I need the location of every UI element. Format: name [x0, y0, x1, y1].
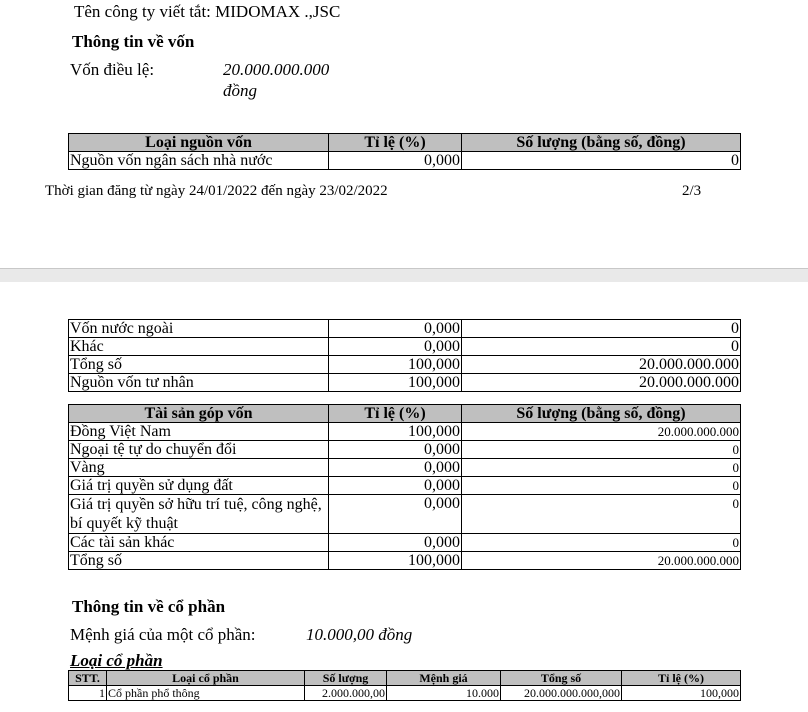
- column-header: Tài sản góp vốn: [69, 405, 329, 423]
- table-cell: Đồng Việt Nam: [69, 423, 329, 441]
- table-cell: Cổ phần phổ thông: [107, 686, 305, 701]
- table-cell: 100,000: [329, 356, 462, 374]
- table-cell: 0: [462, 320, 741, 338]
- capital-heading: Thông tin về vốn: [72, 32, 195, 51]
- table-cell: 10.000: [387, 686, 501, 701]
- table-row: [69, 356, 741, 374]
- table-cell: 0,000: [329, 441, 462, 459]
- table-cell: 0: [462, 495, 741, 534]
- capital-asset-table: [68, 404, 741, 570]
- footer-period: Thời gian đăng từ ngày 24/01/2022 đến ngày 23/02/2022: [45, 183, 388, 199]
- table-row: [69, 495, 741, 534]
- table-cell: 0,000: [329, 459, 462, 477]
- table-header-row: [69, 134, 741, 152]
- table-cell: 100,000: [329, 552, 462, 570]
- table-cell: 0: [462, 152, 741, 170]
- column-header: Tỉ lệ (%): [622, 671, 741, 686]
- column-header: Loại cổ phần: [107, 671, 305, 686]
- table-cell: Nguồn vốn ngân sách nhà nước: [69, 152, 329, 170]
- column-header: Tỉ lệ (%): [329, 405, 462, 423]
- table-cell: 0: [462, 441, 741, 459]
- footer-page-number: 2/3: [682, 183, 702, 199]
- table-cell: Ngoại tệ tự do chuyển đổi: [69, 441, 329, 459]
- column-header: Mệnh giá: [387, 671, 501, 686]
- table-cell: 0,000: [329, 152, 462, 170]
- table-cell: Nguồn vốn tư nhân: [69, 374, 329, 392]
- table-cell: Giá trị quyền sở hữu trí tuệ, công nghệ, bí quyết kỹ thuật: [69, 495, 329, 534]
- table-cell: 2.000.000,00: [305, 686, 387, 701]
- document-page-2: [0, 282, 808, 712]
- table-header-row: [69, 405, 741, 423]
- company-short-name: Tên công ty viết tắt: MIDOMAX .,JSC: [74, 2, 341, 21]
- table-header-row: [69, 671, 741, 686]
- capital-source-table: [68, 133, 741, 170]
- table-row: [69, 423, 741, 441]
- table-cell: 0: [462, 534, 741, 552]
- table-cell: 0,000: [329, 320, 462, 338]
- table-cell: 100,000: [622, 686, 741, 701]
- table-cell: Tổng số: [69, 552, 329, 570]
- table-cell: Khác: [69, 338, 329, 356]
- shares-heading: Thông tin về cổ phần: [72, 597, 226, 616]
- table-cell: 1: [69, 686, 107, 701]
- table-cell: Vàng: [69, 459, 329, 477]
- table-cell: 20.000.000.000: [462, 423, 741, 441]
- column-header: Số lượng (bằng số, đồng): [462, 134, 741, 152]
- table-cell: 20.000.000.000: [462, 552, 741, 570]
- table-cell: 100,000: [329, 374, 462, 392]
- column-header: Tổng số: [501, 671, 622, 686]
- table-cell: 0: [462, 477, 741, 495]
- page-separator: [0, 268, 808, 283]
- column-header: STT.: [69, 671, 107, 686]
- charter-capital-value: 20.000.000.000: [223, 60, 330, 79]
- table-cell: 20.000.000.000: [462, 374, 741, 392]
- table-cell: 100,000: [329, 423, 462, 441]
- share-types-table: [68, 670, 741, 701]
- table-cell: 20.000.000.000,000: [501, 686, 622, 701]
- column-header: Loại nguồn vốn: [69, 134, 329, 152]
- table-cell: 0,000: [329, 477, 462, 495]
- table-cell: 20.000.000.000: [462, 356, 741, 374]
- charter-capital-unit: đồng: [223, 81, 257, 100]
- table-cell: 0: [462, 459, 741, 477]
- table-cell: Các tài sản khác: [69, 534, 329, 552]
- column-header: Số lượng: [305, 671, 387, 686]
- table-row: [69, 374, 741, 392]
- table-row: [69, 338, 741, 356]
- table-cell: Vốn nước ngoài: [69, 320, 329, 338]
- table-cell: 0,000: [329, 495, 462, 534]
- table-cell: 0: [462, 338, 741, 356]
- table-row: [69, 686, 741, 701]
- table-row: [69, 459, 741, 477]
- par-value: 10.000,00 đồng: [306, 625, 413, 644]
- table-cell: Tổng số: [69, 356, 329, 374]
- table-row: [69, 477, 741, 495]
- table-cell: 0,000: [329, 338, 462, 356]
- document-page-1: [0, 0, 808, 268]
- share-types-heading: Loại cổ phần: [70, 651, 163, 670]
- par-value-label: Mệnh giá của một cổ phần:: [70, 625, 256, 644]
- column-header: Số lượng (bằng số, đồng): [462, 405, 741, 423]
- capital-source-table-continued: [68, 319, 741, 392]
- charter-capital-label: Vốn điều lệ:: [70, 60, 155, 79]
- table-cell: Giá trị quyền sử dụng đất: [69, 477, 329, 495]
- table-row: [69, 441, 741, 459]
- column-header: Tỉ lệ (%): [329, 134, 462, 152]
- table-cell: 0,000: [329, 534, 462, 552]
- table-row: [69, 320, 741, 338]
- table-row: [69, 152, 741, 170]
- table-row: [69, 534, 741, 552]
- table-row: [69, 552, 741, 570]
